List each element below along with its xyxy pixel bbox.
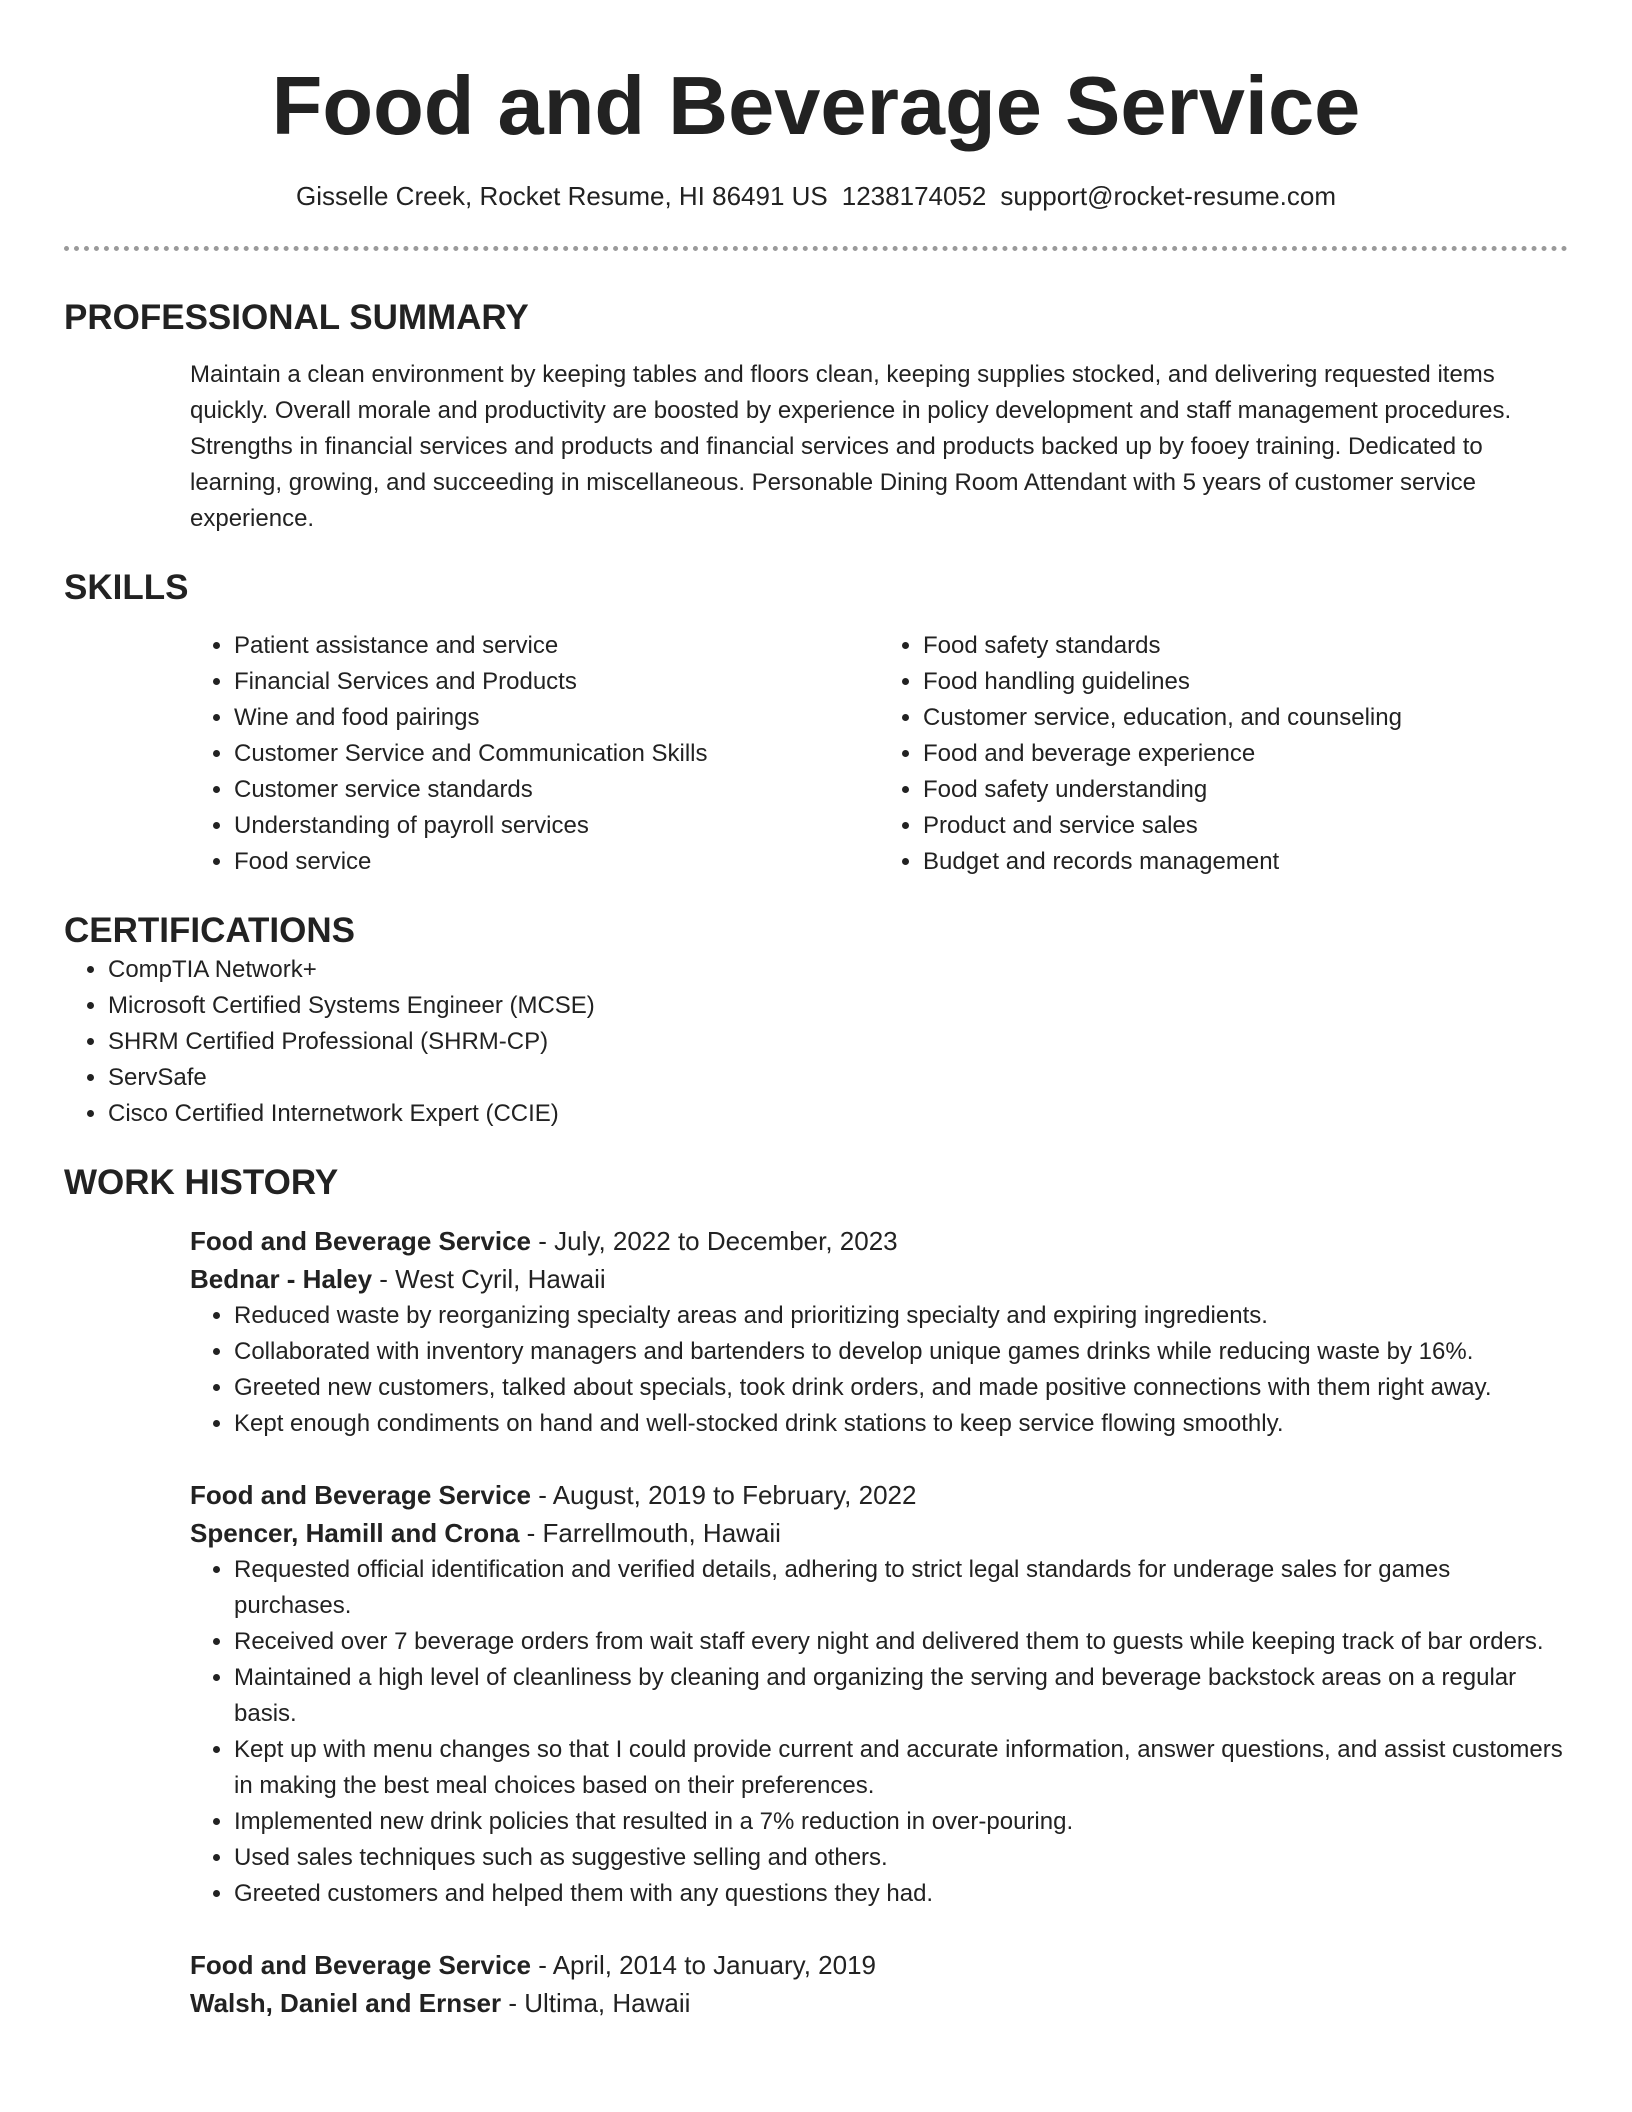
job-bullets bbox=[190, 1552, 1568, 1912]
job-company-line bbox=[190, 1260, 1568, 1298]
skill-item: • Product and service sales bbox=[923, 808, 1568, 844]
job-bullet: • Used sales techniques such as suggestive selling and others. bbox=[234, 1840, 1568, 1876]
resume-page bbox=[64, 0, 1568, 2022]
job-bullets bbox=[190, 1298, 1568, 1442]
job-title-line bbox=[190, 1946, 1568, 1984]
certifications-list bbox=[64, 952, 1568, 1132]
job-location: - Ultima, Hawaii bbox=[501, 1988, 691, 2018]
skill-item: • Customer service standards bbox=[234, 772, 879, 808]
job-title: Food and Beverage Service bbox=[190, 1480, 532, 1510]
job-bullet: • Kept up with menu changes so that I could provide current and accurate information, answer questions, and assist customers in making the best meal choices based on their preferences. bbox=[234, 1732, 1568, 1804]
skill-item: • Wine and food pairings bbox=[234, 700, 879, 736]
skills-heading: SKILLS bbox=[64, 568, 189, 607]
certification-item: • Microsoft Certified Systems Engineer (MCSE) bbox=[108, 988, 1568, 1024]
certification-item: • Cisco Certified Internetwork Expert (CCIE) bbox=[108, 1096, 1568, 1132]
skills-right-column bbox=[879, 628, 1568, 880]
job-bullet: • Greeted new customers, talked about specials, took drink orders, and made positive connections with them right away. bbox=[234, 1370, 1568, 1406]
header-divider bbox=[64, 246, 1568, 251]
job-dates: - April, 2014 to January, 2019 bbox=[531, 1950, 876, 1980]
job-bullet: • Greeted customers and helped them with any questions they had. bbox=[234, 1876, 1568, 1912]
skill-item: • Customer Service and Communication Skills bbox=[234, 736, 879, 772]
skills-left-column bbox=[190, 628, 879, 880]
job-bullet: • Maintained a high level of cleanliness by cleaning and organizing the serving and beverage backstock areas on a regular basis. bbox=[234, 1660, 1568, 1732]
certification-item: • SHRM Certified Professional (SHRM-CP) bbox=[108, 1024, 1568, 1060]
skill-item: • Food safety understanding bbox=[923, 772, 1568, 808]
job-bullet: • Reduced waste by reorganizing specialty areas and prioritizing specialty and expiring ingredients. bbox=[234, 1298, 1568, 1334]
certifications-heading: CERTIFICATIONS bbox=[64, 911, 356, 950]
candidate-name: Food and Beverage Service bbox=[271, 59, 1361, 152]
skill-item: • Food handling guidelines bbox=[923, 664, 1568, 700]
certification-item: • ServSafe bbox=[108, 1060, 1568, 1096]
job-entry bbox=[190, 1946, 1568, 2022]
summary-heading: PROFESSIONAL SUMMARY bbox=[64, 298, 529, 337]
job-title: Food and Beverage Service bbox=[190, 1226, 532, 1256]
job-company-line bbox=[190, 1514, 1568, 1552]
job-location: - West Cyril, Hawaii bbox=[372, 1264, 606, 1294]
skill-item: • Food safety standards bbox=[923, 628, 1568, 664]
skills-grid bbox=[190, 628, 1568, 880]
job-company: Bednar - Haley bbox=[190, 1264, 373, 1294]
skill-item: • Food and beverage experience bbox=[923, 736, 1568, 772]
job-title: Food and Beverage Service bbox=[190, 1950, 532, 1980]
skill-item: • Patient assistance and service bbox=[234, 628, 879, 664]
skill-item: • Budget and records management bbox=[923, 844, 1568, 880]
contact-address: Gisselle Creek, Rocket Resume, HI 86491 US bbox=[295, 181, 828, 211]
skill-item: • Financial Services and Products bbox=[234, 664, 879, 700]
certification-item: • CompTIA Network+ bbox=[108, 952, 1568, 988]
job-entry bbox=[190, 1222, 1568, 1442]
job-company: Walsh, Daniel and Ernser bbox=[190, 1988, 502, 2018]
skill-item: • Food service bbox=[234, 844, 879, 880]
job-title-line bbox=[190, 1476, 1568, 1514]
work-history-heading: WORK HISTORY bbox=[64, 1163, 339, 1202]
job-dates: - July, 2022 to December, 2023 bbox=[531, 1226, 898, 1256]
contact-line bbox=[64, 180, 1568, 212]
job-title-line bbox=[190, 1222, 1568, 1260]
job-bullet: • Requested official identification and verified details, adhering to strict legal standards for underage sales for games purchases. bbox=[234, 1552, 1568, 1624]
skill-item: • Understanding of payroll services bbox=[234, 808, 879, 844]
summary-text: Maintain a clean environment by keeping tables and floors clean, keeping supplies stocked, and delivering requested items quickly. Overall morale and productivity are boosted by experience in policy development and staff management procedures. Strengths in financial services and products and financial services and products backed up by fooey training. Dedicated to learning, growing, and succeeding in miscellaneous. Personable Dining Room Attendant with 5 years of customer service experience. bbox=[190, 361, 1512, 532]
job-location: - Farrellmouth, Hawaii bbox=[519, 1518, 781, 1548]
job-company-line bbox=[190, 1984, 1568, 2022]
contact-email: support@rocket-resume.com bbox=[1000, 181, 1336, 211]
contact-phone: 1238174052 bbox=[841, 181, 987, 211]
job-entry bbox=[190, 1476, 1568, 1912]
job-dates: - August, 2019 to February, 2022 bbox=[531, 1480, 917, 1510]
job-bullet: • Received over 7 beverage orders from wait staff every night and delivered them to guests while keeping track of bar orders. bbox=[234, 1624, 1568, 1660]
skill-item: • Customer service, education, and counseling bbox=[923, 700, 1568, 736]
job-bullet: • Collaborated with inventory managers and bartenders to develop unique games drinks while reducing waste by 16%. bbox=[234, 1334, 1568, 1370]
job-bullet: • Kept enough condiments on hand and well-stocked drink stations to keep service flowing smoothly. bbox=[234, 1406, 1568, 1442]
job-company: Spencer, Hamill and Crona bbox=[190, 1518, 520, 1548]
job-bullet: • Implemented new drink policies that resulted in a 7% reduction in over-pouring. bbox=[234, 1804, 1568, 1840]
